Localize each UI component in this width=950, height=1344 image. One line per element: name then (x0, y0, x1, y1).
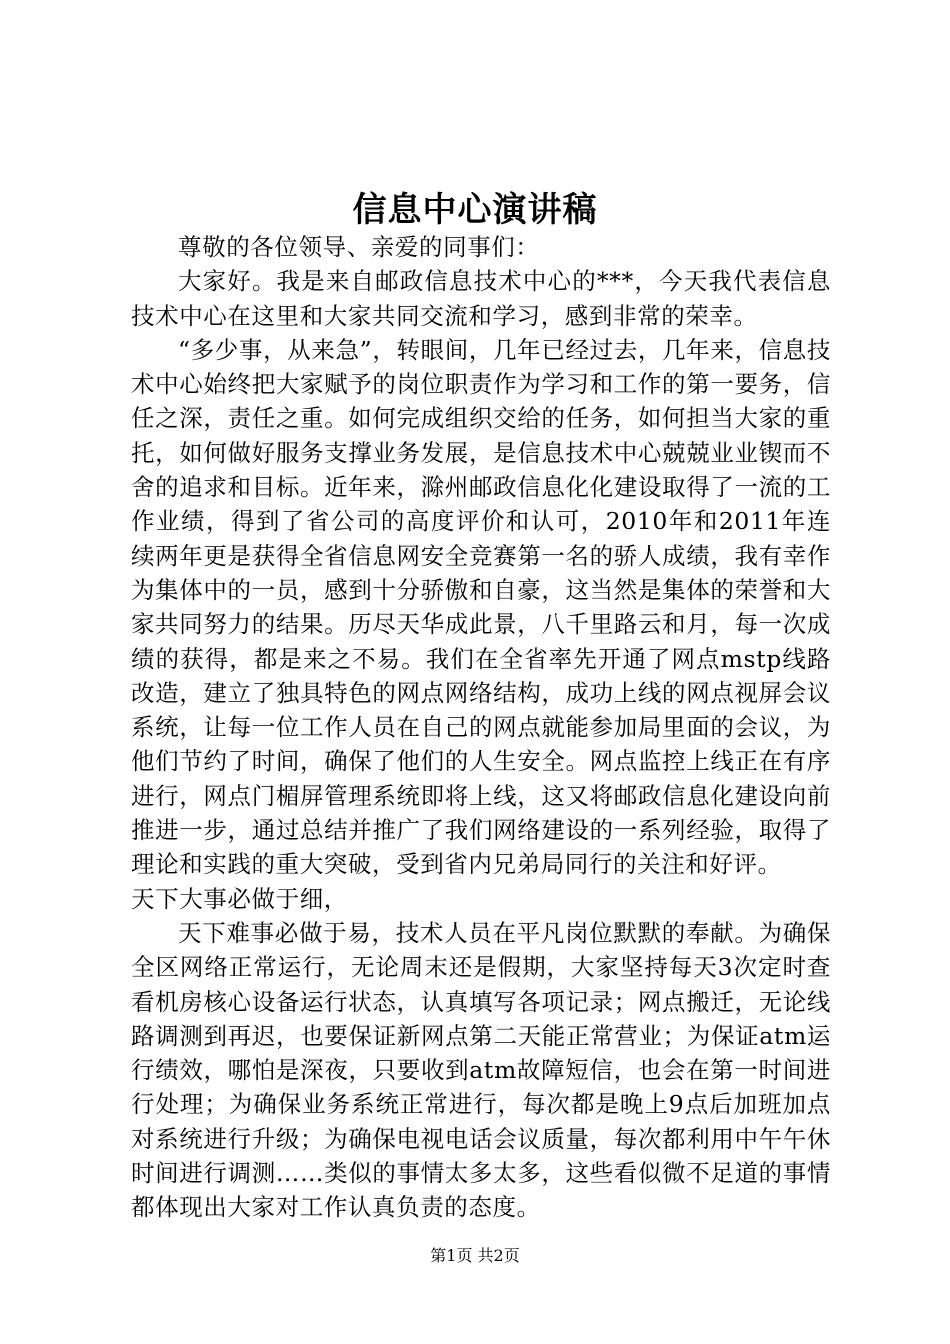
page-number-footer: 第1页 共2页 (430, 1246, 520, 1265)
document-body (131, 230, 831, 1225)
salutation-paragraph: 尊敬的各位领导、亲爱的同事们： (178, 233, 540, 261)
body-paragraph-achievements: “多少事，从来急”，转眼间，几年已经过去，几年来，信息技术中心始终把大家赋予的岗位职责作为学习和工作的第一要务，信任之深，责任之重。如何完成组织交给的任务，如何担当大家的重托，如何做好服务支撑业务发展，是信息技术中心兢兢业业锲而不舍的追求和目标。近年来，滁州邮政信息化化建设取得了一流的工作业绩，得到了省公司的高度评价和认可，2010年和2011年连续两年更是获得全省信息网安全竞赛第一名的骄人成绩，我有幸作为集体中的一员，感到十分骄傲和自豪，这当然是集体的荣誉和大家共同努力的结果。历尽天华成此景，八千里路云和月，每一次成绩的获得，都是来之不易。我们在全省率先开通了网点mstp线路改造，建立了独具特色的网点网络结构，成功上线的网点视屏会议系统，让每一位工作人员在自己的网点就能参加局里面的会议，为他们节约了时间，确保了他们的人生安全。网点监控上线正在有序进行，网点门楣屏管理系统即将上线，这又将邮政信息化建设向前推进一步，通过总结并推广了我们网络建设的一系列经验，取得了理论和实践的重大突破，受到省内兄弟局同行的关注和好评。 (131, 335, 831, 879)
document-title: 信息中心演讲稿 (352, 190, 598, 230)
greeting-paragraph: 大家好。我是来自邮政信息技术中心的***，今天我代表信息技术中心在这里和大家共同交流和学习，感到非常的荣幸。 (131, 267, 831, 330)
body-paragraph-dedication: 天下难事必做于易，技术人员在平凡岗位默默的奉献。为确保全区网络正常运行，无论周末还是假期，大家坚持每天3次定时查看机房核心设备运行状态，认真填写各项记录；网点搬迁，无论线路调测到再迟，也要保证新网点第二天能正常营业；为保证atm运行绩效，哪怕是深夜，只要收到atm故障短信，也会在第一时间进行处理；为确保业务系统正常进行，每次都是晚上9点后加班加点对系统进行升级；为确保电视电话会议质量，每次都利用中午午休时间进行调测……类似的事情太多太多，这些看似微不足道的事情都体现出大家对工作认真负责的态度。 (131, 918, 831, 1222)
body-paragraph-proverb: 天下大事必做于细， (131, 884, 348, 913)
